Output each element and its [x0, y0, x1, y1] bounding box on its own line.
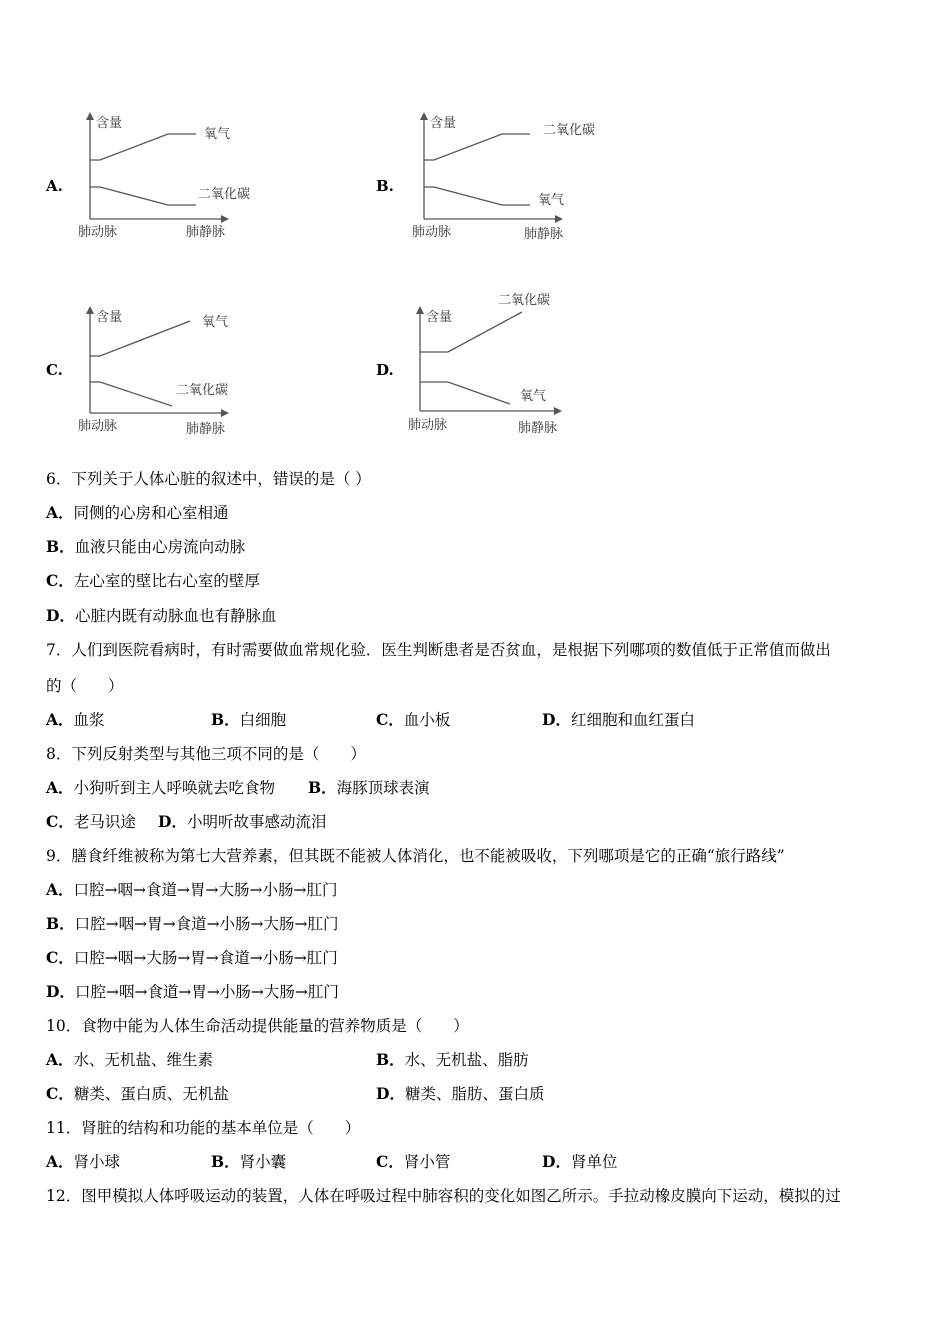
chart-option-a	[76, 112, 276, 247]
y-axis-arrow	[416, 306, 424, 314]
q10-option-b: B．水、无机盐、脂肪	[376, 1050, 529, 1069]
q8-option-c: C．老马识途	[46, 812, 136, 831]
y-axis-label: 含量	[426, 310, 453, 325]
x-axis-arrow	[221, 409, 229, 417]
q11-option-d: D．肾单位	[542, 1152, 618, 1171]
upper-line	[90, 321, 190, 356]
q8-stem: 8．下列反射类型与其他三项不同的是（ ）	[46, 745, 366, 763]
q6-option-a: A．同侧的心房和心室相通	[46, 503, 229, 522]
y-axis-arrow	[86, 306, 94, 314]
x-start-label: 肺动脉	[412, 225, 452, 240]
q7-stem-continued: 的（ ）	[46, 677, 124, 695]
lower-line-label: 二氧化碳	[198, 187, 251, 202]
x-end-label: 肺静脉	[186, 422, 226, 437]
upper-line-label: 氧气	[204, 127, 231, 142]
q6-stem: 6．下列关于人体心脏的叙述中，错误的是（ ）	[46, 470, 371, 488]
option-d-label: D.	[376, 361, 394, 379]
q9-option-c: C．口腔→咽→大肠→胃→食道→小肠→肛门	[46, 948, 338, 967]
x-end-label: 肺静脉	[518, 421, 558, 436]
x-axis-arrow	[221, 215, 229, 223]
chart-option-b	[410, 112, 620, 247]
x-axis-arrow	[555, 215, 563, 223]
q11-option-a: A．肾小球	[46, 1152, 121, 1171]
upper-line	[90, 134, 196, 160]
upper-line-label: 二氧化碳	[543, 123, 596, 138]
y-axis-label: 含量	[96, 116, 123, 131]
option-a-label: A.	[46, 177, 63, 195]
y-axis-arrow	[86, 112, 94, 120]
q8-option-b: B．海豚顶球表演	[308, 778, 430, 797]
chart-option-c	[76, 306, 276, 441]
upper-line-label: 二氧化碳	[498, 293, 551, 308]
x-start-label: 肺动脉	[408, 418, 448, 433]
lower-line	[420, 382, 510, 404]
q11-option-b: B．肾小囊	[211, 1152, 287, 1171]
q10-option-a: A．水、无机盐、维生素	[46, 1050, 214, 1069]
q6-option-d: D．心脏内既有动脉血也有静脉血	[46, 606, 277, 625]
q12-stem: 12．图甲模拟人体呼吸运动的装置，人体在呼吸过程中肺容积的变化如图乙所示。手拉动橡皮膜向下运动，模拟的过	[46, 1187, 841, 1205]
q10-option-c: C．糖类、蛋白质、无机盐	[46, 1084, 229, 1103]
upper-line	[424, 134, 530, 160]
q6-option-c: C．左心室的壁比右心室的壁厚	[46, 571, 260, 590]
q6-option-b: B．血液只能由心房流向动脉	[46, 537, 246, 556]
q8-option-d: D．小明听故事感动流泪	[158, 812, 327, 831]
y-axis-label: 含量	[96, 310, 123, 325]
q7-option-d: D．红细胞和血红蛋白	[542, 710, 695, 729]
x-start-label: 肺动脉	[78, 419, 118, 434]
x-end-label: 肺静脉	[524, 227, 564, 242]
q9-stem: 9．膳食纤维被称为第七大营养素，但其既不能被人体消化，也不能被吸收，下列哪项是它的正确“旅行路线”	[46, 847, 785, 865]
q7-option-a: A．血浆	[46, 710, 105, 729]
lower-line	[90, 382, 172, 406]
x-end-label: 肺静脉	[186, 225, 226, 240]
lower-line-label: 二氧化碳	[176, 383, 229, 398]
y-axis-label: 含量	[430, 116, 457, 131]
q9-option-d: D．口腔→咽→食道→胃→小肠→大肠→肛门	[46, 982, 339, 1001]
lower-line-label: 氧气	[538, 193, 565, 208]
x-start-label: 肺动脉	[78, 225, 118, 240]
option-c-label: C.	[46, 361, 63, 379]
lower-line	[424, 187, 530, 205]
q7-option-c: C．血小板	[376, 710, 451, 729]
x-axis-arrow	[554, 407, 562, 415]
q9-option-a: A．口腔→咽→食道→胃→大肠→小肠→肛门	[46, 880, 338, 899]
q7-option-b: B．白细胞	[211, 710, 287, 729]
q10-stem: 10．食物中能为人体生命活动提供能量的营养物质是（ ）	[46, 1017, 469, 1035]
q8-option-a: A．小狗听到主人呼唤就去吃食物	[46, 778, 276, 797]
option-b-label: B.	[376, 177, 394, 195]
q11-stem: 11．肾脏的结构和功能的基本单位是（ ）	[46, 1119, 361, 1137]
lower-line	[90, 187, 196, 205]
q7-stem: 7．人们到医院看病时，有时需要做血常规化验．医生判断患者是否贫血，是根据下列哪项的数值低于正常值而做出	[46, 641, 831, 659]
q11-option-c: C．肾小管	[376, 1152, 451, 1171]
lower-line-label: 氧气	[520, 389, 547, 404]
upper-line-label: 氧气	[202, 315, 229, 330]
q9-option-b: B．口腔→咽→胃→食道→小肠→大肠→肛门	[46, 914, 339, 933]
chart-option-d	[406, 290, 616, 440]
q10-option-d: D．糖类、脂肪、蛋白质	[376, 1084, 545, 1103]
y-axis-arrow	[420, 112, 428, 120]
